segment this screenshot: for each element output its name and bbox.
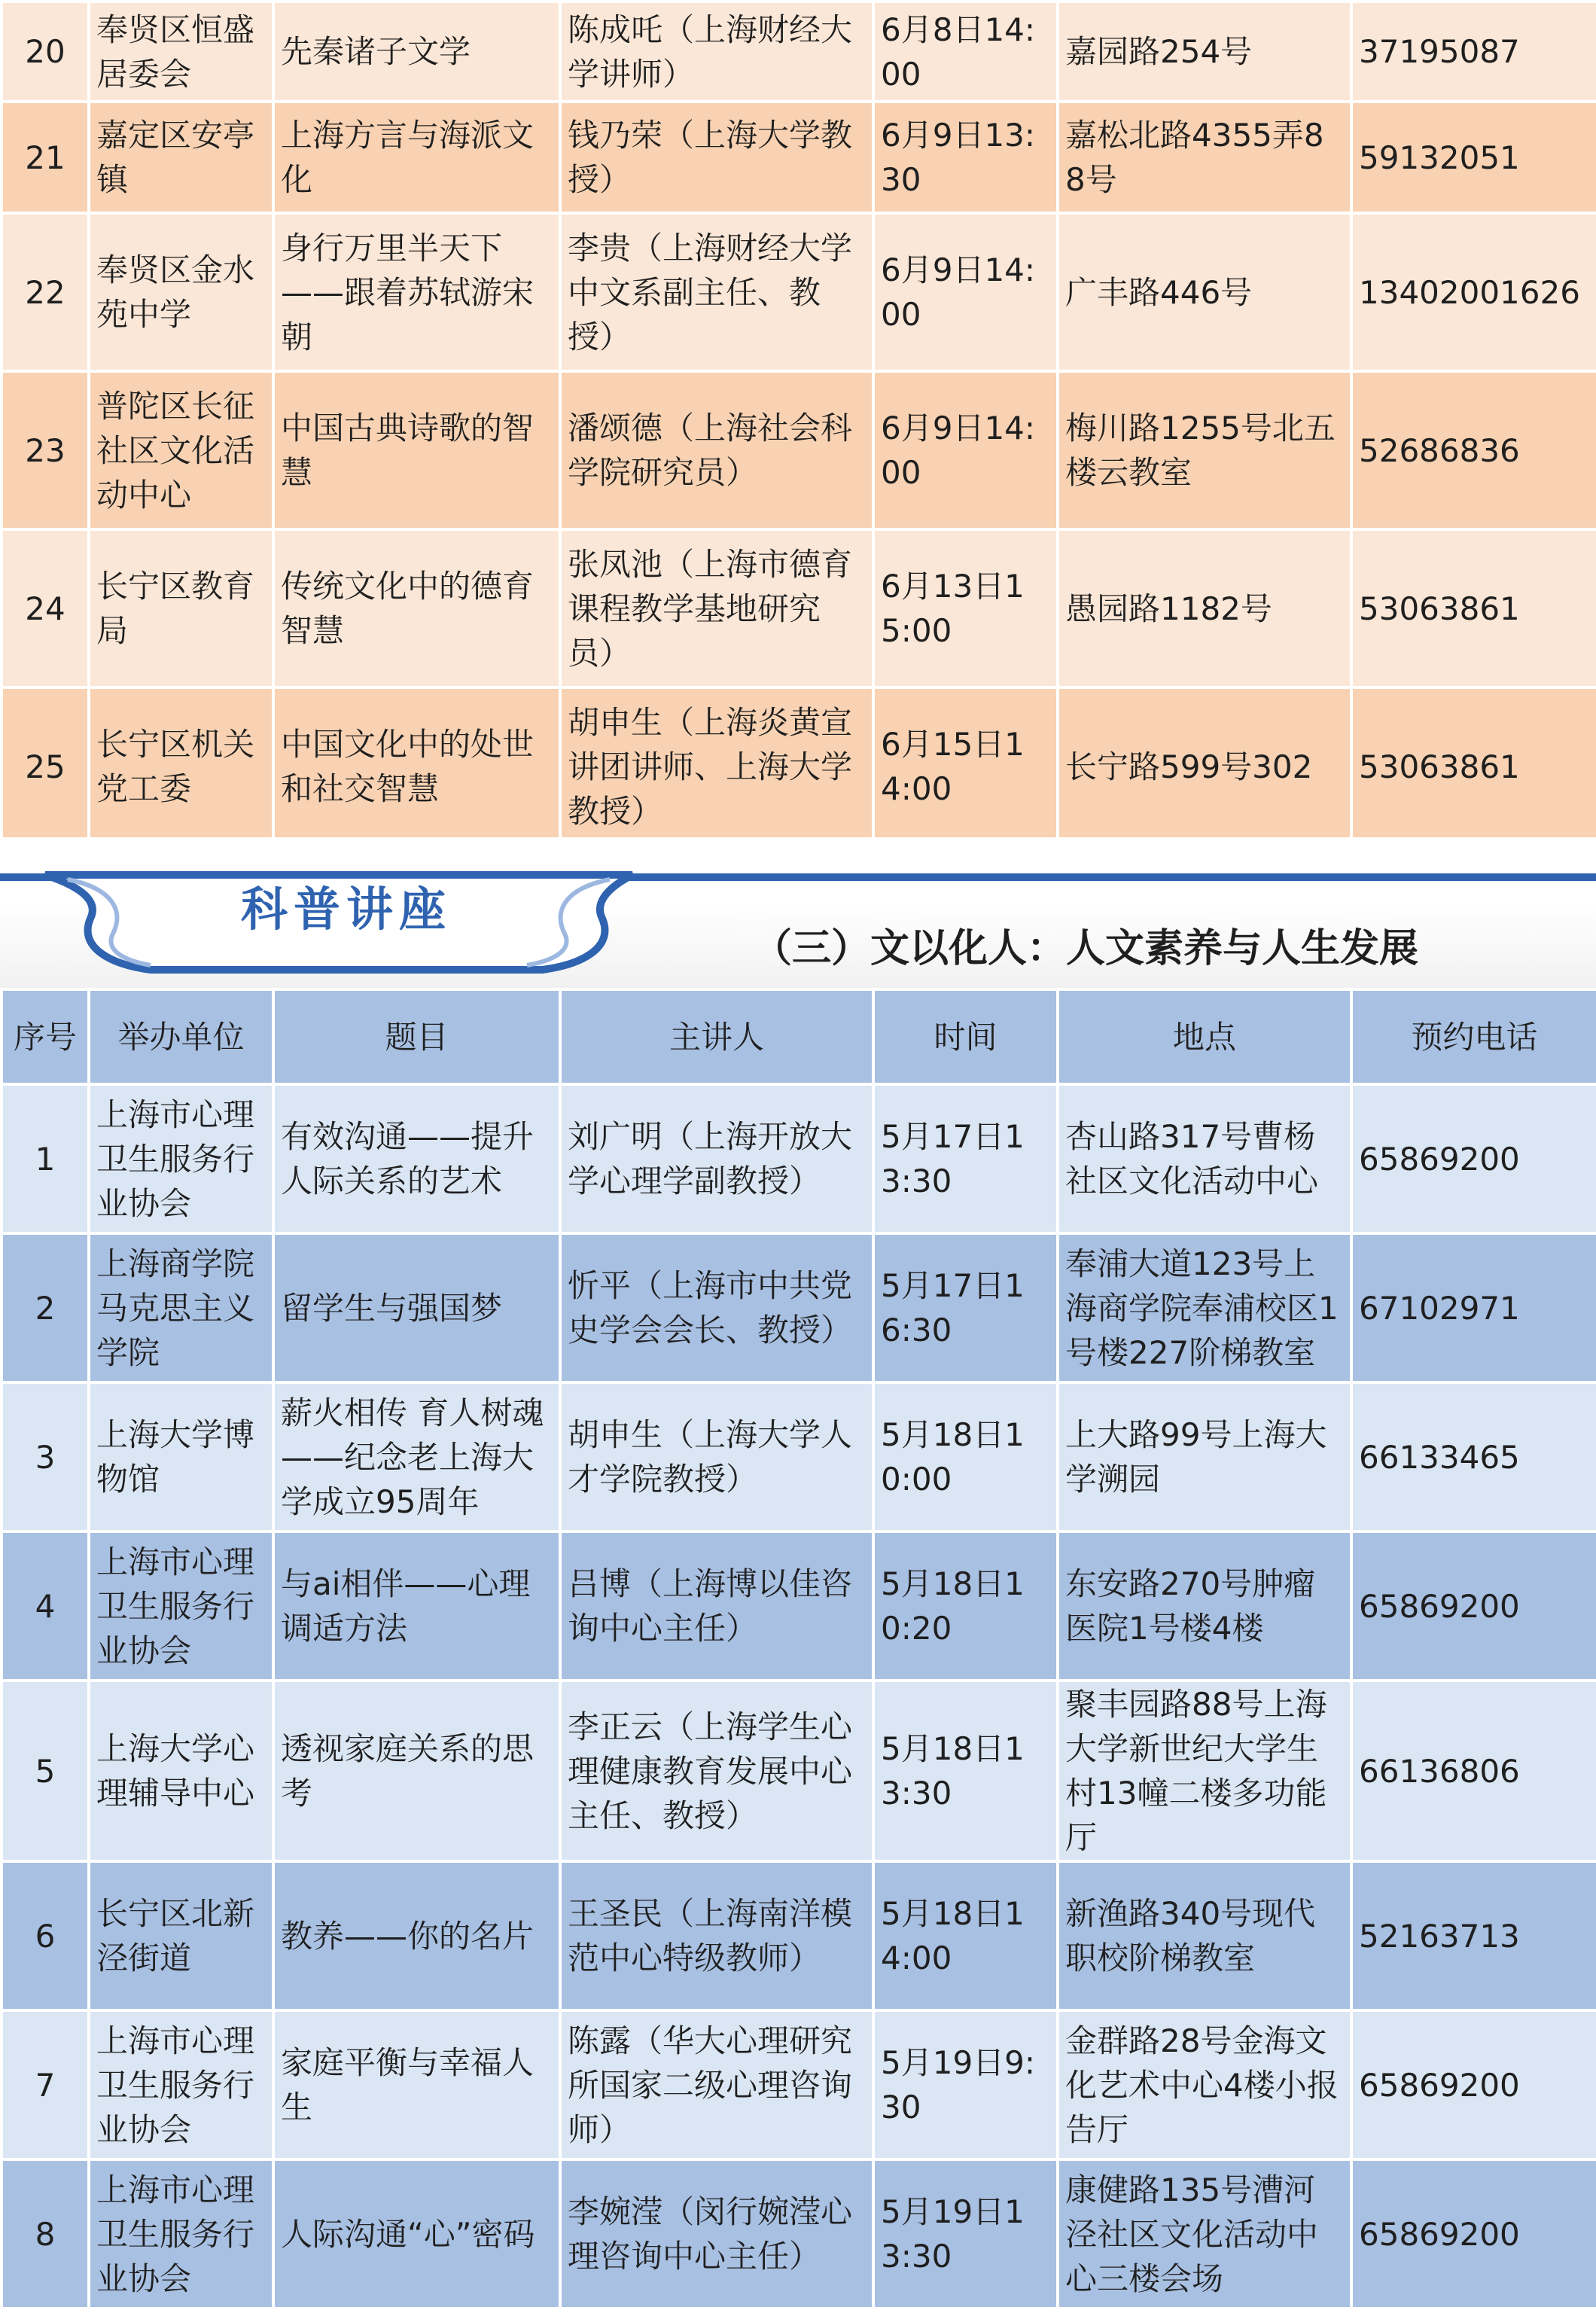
cell-org: 长宁区机关党工委: [89, 687, 273, 846]
cell-time: 5月17日13:30: [873, 1084, 1058, 1233]
cell-no: 4: [2, 1531, 89, 1681]
cell-topic: 透视家庭关系的思考: [273, 1681, 560, 1861]
cell-speaker: 王圣民（上海南洋模范中心特级教师）: [560, 1861, 873, 2010]
cell-org: 上海市心理卫生服务行业协会: [89, 2010, 273, 2159]
table-row: [2, 529, 1596, 687]
cell-org: 上海市心理卫生服务行业协会: [89, 2159, 273, 2308]
cell-org: 奉贤区恒盛居委会: [89, 2, 273, 102]
cell-topic: 中国文化中的处世和社交智慧: [273, 687, 560, 846]
banner-tab-label: 科普讲座: [240, 882, 452, 937]
cell-speaker: 吕博（上海博以佳咨询中心主任）: [560, 1531, 873, 1681]
cell-time: 6月8日14:00: [873, 2, 1058, 102]
cell-place: 广丰路446号: [1058, 213, 1351, 371]
cell-topic: 上海方言与海派文化: [273, 102, 560, 213]
cell-place: 东安路270号肿瘤医院1号楼4楼: [1058, 1531, 1351, 1681]
cell-phone: 59132051: [1351, 102, 1596, 213]
cell-phone: 52686836: [1351, 371, 1596, 529]
header-time: 时间: [873, 989, 1058, 1084]
cell-org: 奉贤区金水苑中学: [89, 213, 273, 371]
cell-topic: 人际沟通“心”密码: [273, 2159, 560, 2308]
cell-time: 6月9日13:30: [873, 102, 1058, 213]
cell-org: 嘉定区安亭镇: [89, 102, 273, 213]
table-row: [2, 2010, 1596, 2159]
cell-no: 7: [2, 2010, 89, 2159]
cell-phone: 52163713: [1351, 1861, 1596, 2010]
header-topic: 题目: [273, 989, 560, 1084]
cell-phone: 65869200: [1351, 2010, 1596, 2159]
cell-no: 22: [2, 213, 89, 371]
cell-time: 5月19日9:30: [873, 2010, 1058, 2159]
cell-org: 上海大学博物馆: [89, 1382, 273, 1531]
cell-no: 25: [2, 687, 89, 846]
cell-speaker: 李婉滢（闵行婉滢心理咨询中心主任）: [560, 2159, 873, 2308]
section-title: （三）文以化人：人文素养与人生发展: [753, 926, 1419, 971]
cell-org: 普陀区长征社区文化活动中心: [89, 371, 273, 529]
cell-speaker: 李正云（上海学生心理健康教育发展中心主任、教授）: [560, 1681, 873, 1861]
cell-topic: 有效沟通——提升人际关系的艺术: [273, 1084, 560, 1233]
cell-time: 5月19日13:30: [873, 2159, 1058, 2308]
cell-speaker: 忻平（上海市中共党史学会会长、教授）: [560, 1233, 873, 1382]
table-row: [2, 102, 1596, 213]
cell-phone: 53063861: [1351, 529, 1596, 687]
cell-no: 21: [2, 102, 89, 213]
cell-org: 长宁区教育局: [89, 529, 273, 687]
table-row: [2, 371, 1596, 529]
cell-phone: 65869200: [1351, 2159, 1596, 2308]
cell-place: 梅川路1255号北五楼云教室: [1058, 371, 1351, 529]
cell-speaker: 李贵（上海财经大学中文系副主任、教授）: [560, 213, 873, 371]
cell-place: 杏山路317号曹杨社区文化活动中心: [1058, 1084, 1351, 1233]
cell-speaker: 张凤池（上海市德育课程教学基地研究员）: [560, 529, 873, 687]
cell-no: 24: [2, 529, 89, 687]
cell-no: 1: [2, 1084, 89, 1233]
cell-org: 上海大学心理辅导中心: [89, 1681, 273, 1861]
cell-time: 5月18日10:20: [873, 1531, 1058, 1681]
header-org: 举办单位: [89, 989, 273, 1084]
cell-place: 新渔路340号现代职校阶梯教室: [1058, 1861, 1351, 2010]
cell-no: 3: [2, 1382, 89, 1531]
cell-no: 5: [2, 1681, 89, 1861]
table-row: [2, 2, 1596, 102]
cell-topic: 留学生与强国梦: [273, 1233, 560, 1382]
table-row: [2, 213, 1596, 371]
header-speaker: 主讲人: [560, 989, 873, 1084]
cell-phone: 66133465: [1351, 1382, 1596, 1531]
cell-no: 8: [2, 2159, 89, 2308]
cell-phone: 37195087: [1351, 2, 1596, 102]
cell-place: 嘉园路254号: [1058, 2, 1351, 102]
cell-org: 上海商学院马克思主义学院: [89, 1233, 273, 1382]
cell-place: 上大路99号上海大学溯园: [1058, 1382, 1351, 1531]
cell-topic: 身行万里半天下——跟着苏轼游宋朝: [273, 213, 560, 371]
cell-org: 上海市心理卫生服务行业协会: [89, 1531, 273, 1681]
cell-topic: 家庭平衡与幸福人生: [273, 2010, 560, 2159]
cell-no: 2: [2, 1233, 89, 1382]
table-row: [2, 2159, 1596, 2308]
table-row: [2, 1382, 1596, 1531]
cell-place: 愚园路1182号: [1058, 529, 1351, 687]
cell-org: 长宁区北新泾街道: [89, 1861, 273, 2010]
cell-no: 20: [2, 2, 89, 102]
cell-topic: 与ai相伴——心理调适方法: [273, 1531, 560, 1681]
cell-org: 上海市心理卫生服务行业协会: [89, 1084, 273, 1233]
cell-speaker: 潘颂德（上海社会科学院研究员）: [560, 371, 873, 529]
table-header-row: [2, 989, 1596, 1084]
table-row: [2, 1681, 1596, 1861]
lecture-table-section3: [0, 988, 1596, 2310]
cell-time: 6月9日14:00: [873, 213, 1058, 371]
cell-time: 6月9日14:00: [873, 371, 1058, 529]
cell-place: 康健路135号漕河泾社区文化活动中心三楼会场: [1058, 2159, 1351, 2308]
cell-time: 6月13日15:00: [873, 529, 1058, 687]
cell-phone: 13402001626: [1351, 213, 1596, 371]
cell-place: 嘉松北路4355弄88号: [1058, 102, 1351, 213]
cell-phone: 65869200: [1351, 1531, 1596, 1681]
cell-no: 6: [2, 1861, 89, 2010]
cell-speaker: 胡申生（上海炎黄宣讲团讲师、上海大学教授）: [560, 687, 873, 846]
cell-time: 6月15日14:00: [873, 687, 1058, 846]
cell-place: 聚丰园路88号上海大学新世纪大学生村13幢二楼多功能厅: [1058, 1681, 1351, 1861]
cell-topic: 传统文化中的德育智慧: [273, 529, 560, 687]
cell-place: 奉浦大道123号上海商学院奉浦校区1号楼227阶梯教室: [1058, 1233, 1351, 1382]
cell-place: 长宁路599号302: [1058, 687, 1351, 846]
cell-no: 23: [2, 371, 89, 529]
cell-speaker: 胡申生（上海大学人才学院教授）: [560, 1382, 873, 1531]
cell-time: 5月18日13:30: [873, 1681, 1058, 1861]
header-place: 地点: [1058, 989, 1351, 1084]
table-row: [2, 1233, 1596, 1382]
cell-topic: 先秦诸子文学: [273, 2, 560, 102]
header-phone: 预约电话: [1351, 989, 1596, 1084]
table-row: [2, 687, 1596, 846]
cell-speaker: 刘广明（上海开放大学心理学副教授）: [560, 1084, 873, 1233]
cell-phone: 65869200: [1351, 1084, 1596, 1233]
cell-speaker: 陈成吒（上海财经大学讲师）: [560, 2, 873, 102]
table-row: [2, 1531, 1596, 1681]
cell-speaker: 陈露（华大心理研究所国家二级心理咨询师）: [560, 2010, 873, 2159]
cell-time: 5月18日14:00: [873, 1861, 1058, 2010]
cell-topic: 中国古典诗歌的智慧: [273, 371, 560, 529]
cell-phone: 67102971: [1351, 1233, 1596, 1382]
cell-phone: 53063861: [1351, 687, 1596, 846]
lecture-table-part2: [0, 0, 1596, 847]
cell-phone: 66136806: [1351, 1681, 1596, 1861]
cell-speaker: 钱乃荣（上海大学教授）: [560, 102, 873, 213]
cell-topic: 薪火相传 育人树魂——纪念老上海大学成立95周年: [273, 1382, 560, 1531]
header-no: 序号: [2, 989, 89, 1084]
cell-place: 金群路28号金海文化艺术中心4楼小报告厅: [1058, 2010, 1351, 2159]
table-row: [2, 1084, 1596, 1233]
cell-time: 5月18日10:00: [873, 1382, 1058, 1531]
table-row: [2, 1861, 1596, 2010]
cell-topic: 教养——你的名片: [273, 1861, 560, 2010]
cell-time: 5月17日16:30: [873, 1233, 1058, 1382]
